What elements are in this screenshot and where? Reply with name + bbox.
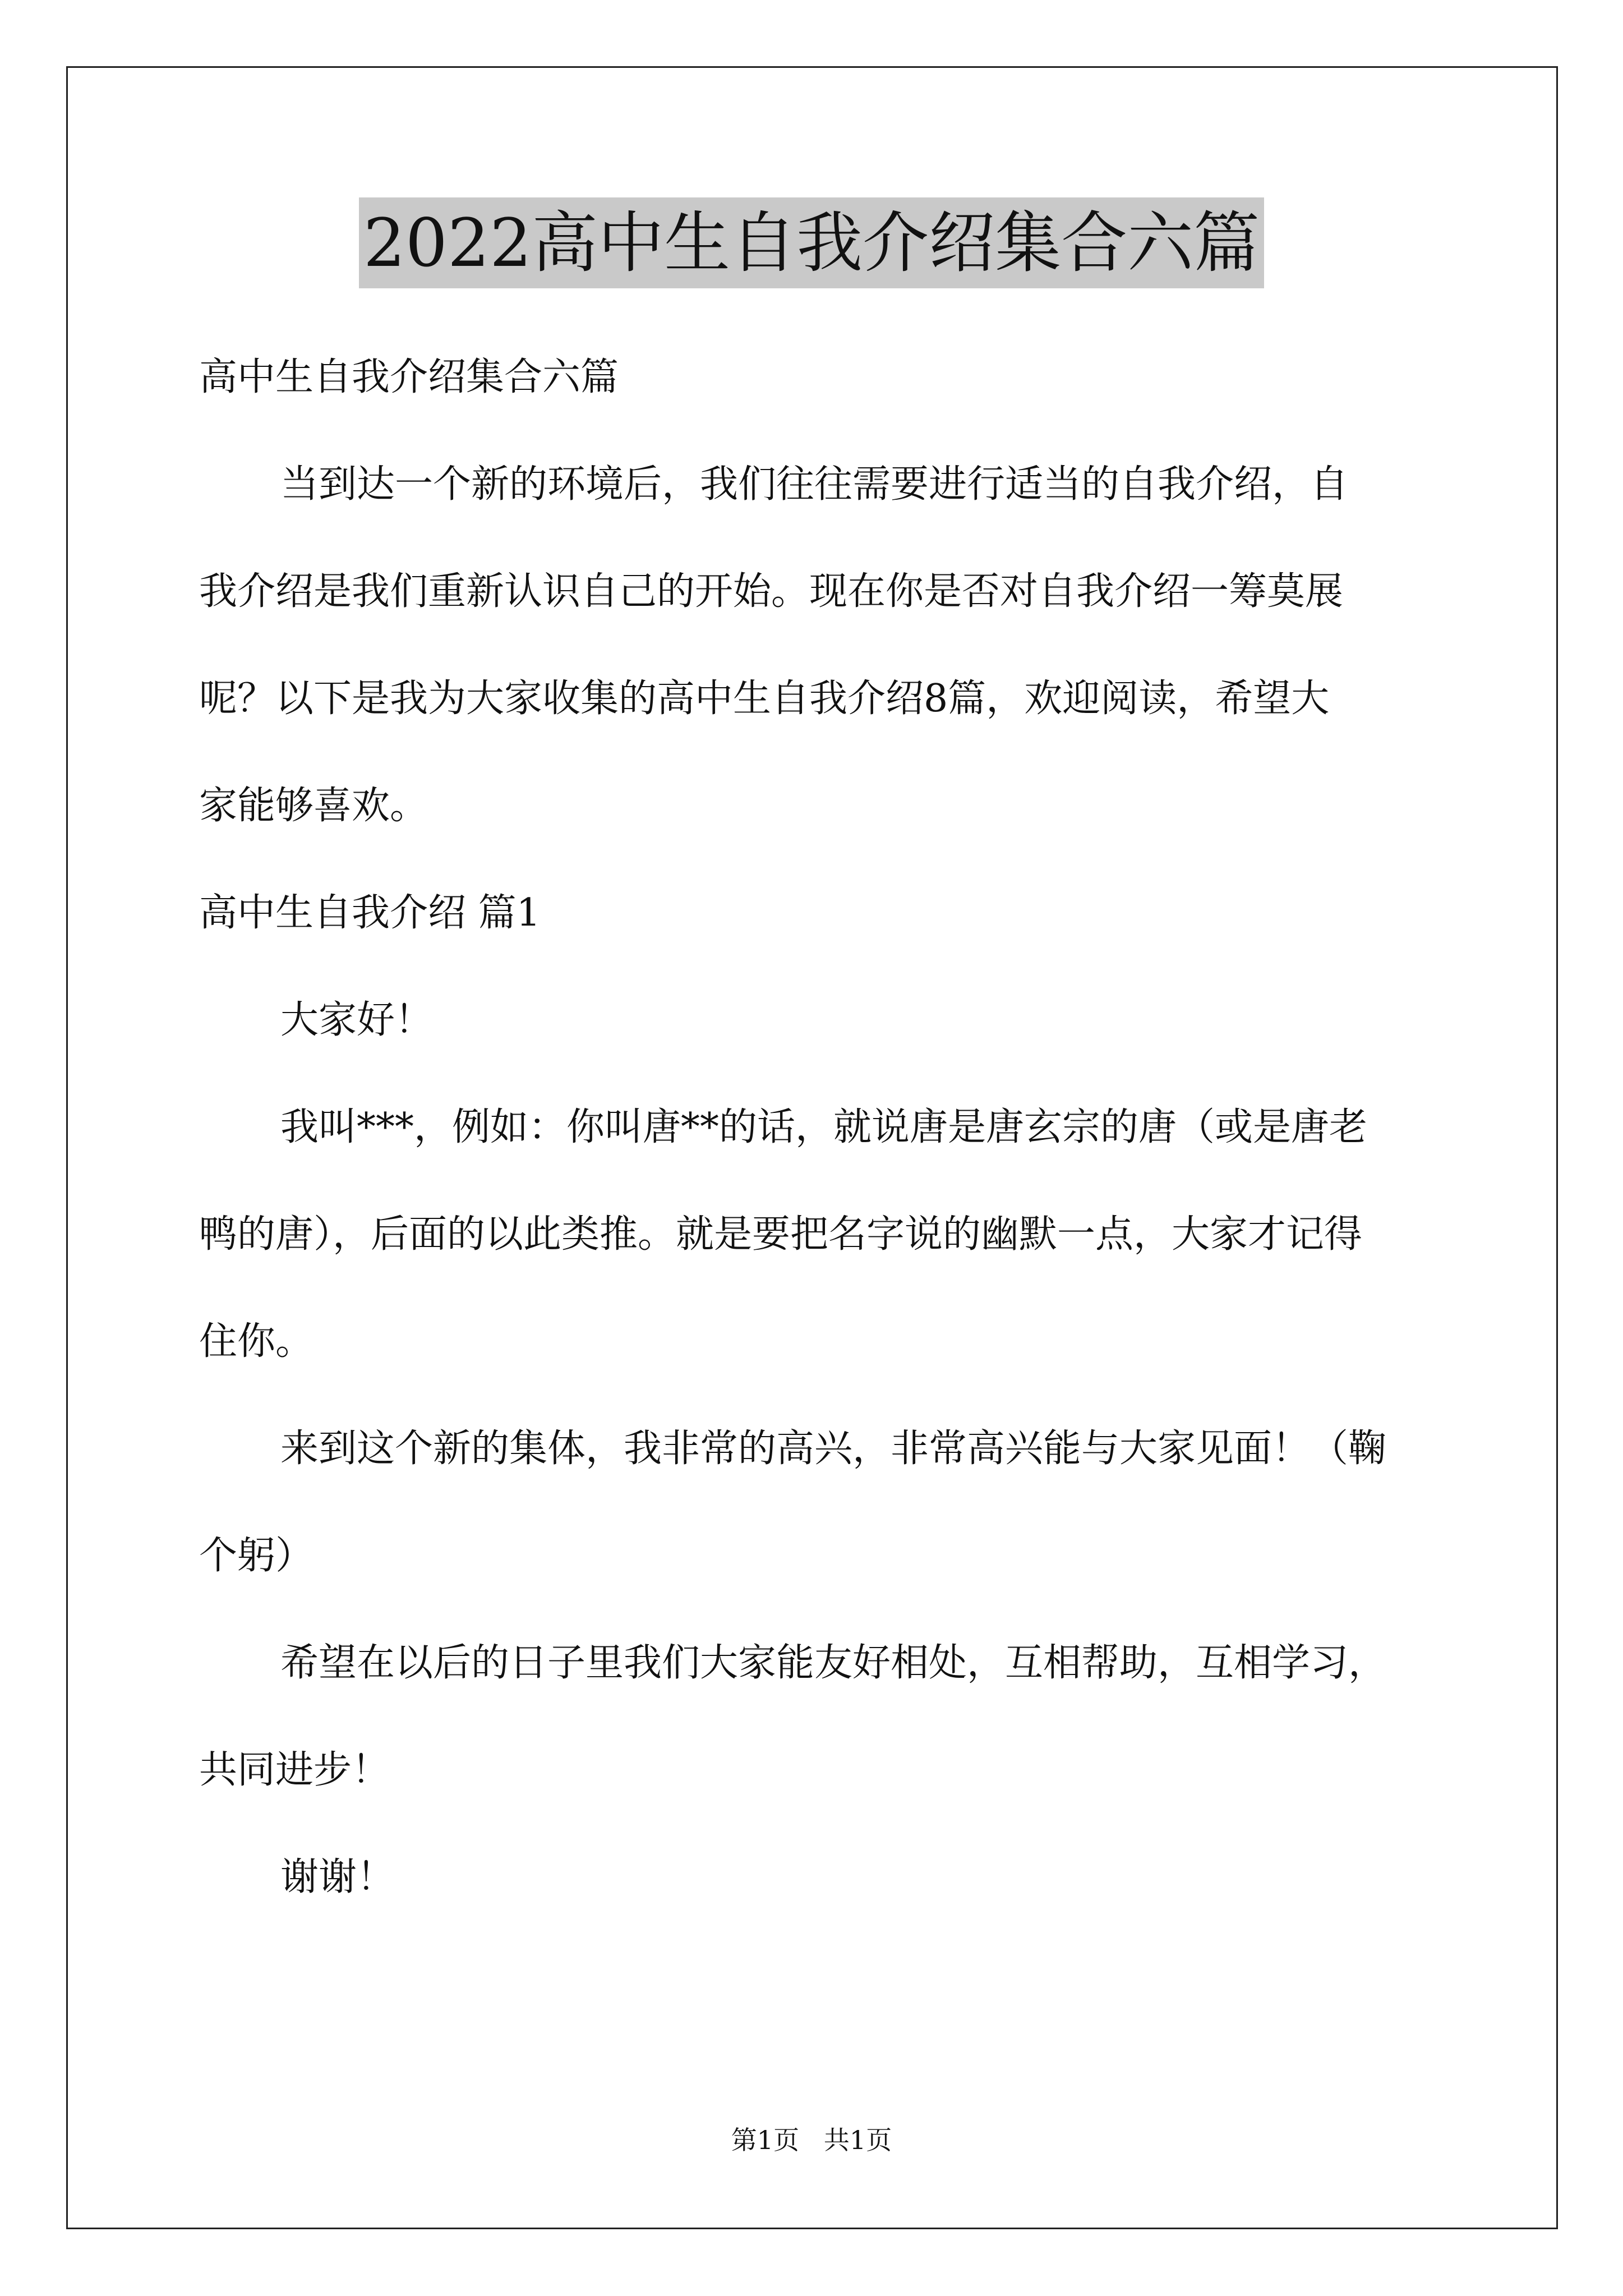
paragraph-line: 大家好！ [280, 998, 434, 1042]
paragraph-line: 呢？以下是我为大家收集的高中生自我介绍8篇，欢迎阅读，希望大 [199, 677, 1330, 721]
paragraph-line: 鸭的唐），后面的以此类推。就是要把名字说的幽默一点，大家才记得 [199, 1212, 1363, 1257]
document-title: 2022高中生自我介绍集合六篇 [359, 197, 1264, 288]
paragraph-line: 希望在以后的日子里我们大家能友好相处，互相帮助，互相学习， [280, 1641, 1387, 1685]
title-container [0, 197, 1623, 288]
paragraph-line: 来到这个新的集体，我非常的高兴，非常高兴能与大家见面！（鞠 [280, 1427, 1387, 1471]
page-footer: 第1页 共1页 [731, 2125, 892, 2155]
paragraph-line: 共同进步！ [199, 1748, 390, 1792]
paragraph-line: 当到达一个新的环境后，我们往往需要进行适当的自我介绍，自 [280, 462, 1349, 507]
paragraph-line: 家能够喜欢。 [199, 784, 428, 828]
paragraph-line: 我介绍是我们重新认识自己的开始。现在你是否对自我介绍一筹莫展 [199, 569, 1344, 614]
paragraph-line: 个躬） [199, 1534, 314, 1578]
section-heading: 高中生自我介绍 篇1 [199, 891, 541, 935]
paragraph-line: 住你。 [199, 1319, 314, 1364]
paragraph-line: 谢谢！ [280, 1855, 395, 1899]
subtitle-line: 高中生自我介绍集合六篇 [199, 355, 619, 399]
paragraph-line: 我叫***，例如：你叫唐**的话，就说唐是唐玄宗的唐（或是唐老 [280, 1105, 1368, 1149]
